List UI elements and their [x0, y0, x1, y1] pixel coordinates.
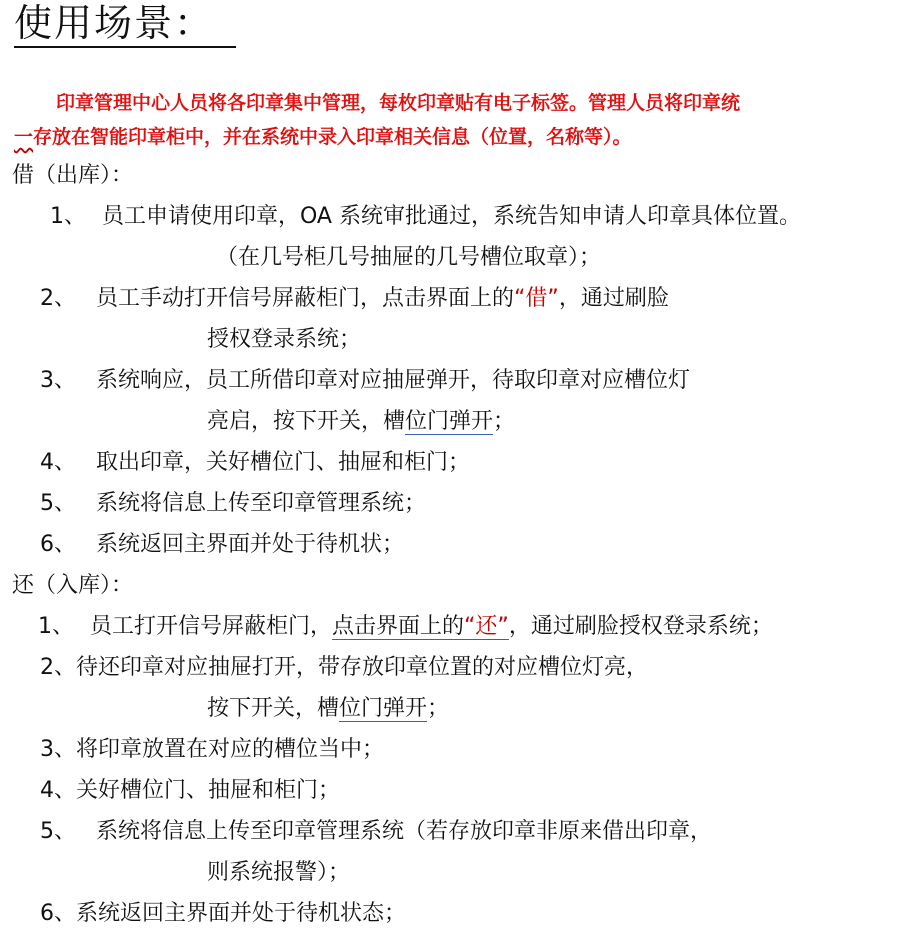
- underlined-text: 位门弹开: [339, 696, 428, 721]
- borrow-step-6: [40, 530, 404, 560]
- step-number: 3、: [40, 368, 76, 393]
- borrow-keyword: “借”: [514, 286, 559, 311]
- return-step-4: 4、关好槽位门、抽屉和柜门；: [40, 778, 340, 803]
- borrow-heading: 借（出库）：: [12, 163, 134, 188]
- step-number: 1、: [38, 614, 74, 639]
- step-text: 按下开关，槽: [207, 696, 340, 721]
- return-keyword: “还”: [464, 614, 509, 639]
- step-text: 系统响应，员工所借印章对应抽屉弹开，待取印章对应槽位灯: [96, 368, 691, 393]
- step-text: 系统将信息上传至印章管理系统（若存放印章非原来借出印章，: [96, 819, 713, 844]
- step-number: 6、: [40, 532, 76, 557]
- return-step-2-continued: [207, 694, 449, 724]
- step-number: 2、: [40, 286, 76, 311]
- step-number: 5、: [40, 491, 76, 516]
- step-text: 亮启，按下开关，槽: [207, 409, 406, 434]
- step-text: 员工申请使用印章，OA 系统审批通过，系统告知申请人印章具体位置。: [102, 204, 801, 229]
- borrow-step-4: [40, 448, 470, 478]
- step-number: 4、: [40, 450, 76, 475]
- step-number: 5、: [40, 819, 76, 844]
- borrow-step-5: [40, 489, 426, 519]
- intro-line-2: [14, 120, 884, 154]
- step-text-end: ，通过刷脸: [558, 286, 669, 311]
- step-number: 1、: [50, 204, 86, 229]
- step-text-end: ；: [427, 696, 450, 721]
- return-step-2: 2、待还印章对应抽屉打开，带存放印章位置的对应槽位灯亮，: [40, 655, 648, 680]
- return-step-6: 6、系统返回主界面并处于待机状态；: [40, 901, 406, 926]
- step-text: 取出印章，关好槽位门、抽屉和柜门；: [96, 450, 471, 475]
- return-step-5: [40, 817, 712, 847]
- page-title: 使用场景：: [14, 0, 236, 48]
- return-step-5-continued: 则系统报警）；: [207, 860, 351, 885]
- underlined-text: 点击界面上的: [332, 614, 465, 639]
- intro-line-2-rest: 存放在智能印章柜中，并在系统中录入印章相关信息（位置，名称等）。: [33, 126, 632, 148]
- borrow-step-3-continued: [207, 407, 515, 437]
- intro-first-char: 一: [14, 126, 34, 148]
- intro-paragraph: [14, 86, 884, 154]
- borrow-step-2: [40, 284, 669, 314]
- step-text: 员工手动打开信号屏蔽柜门，点击界面上的: [96, 286, 515, 311]
- step-text: 系统将信息上传至印章管理系统；: [96, 491, 427, 516]
- return-step-1: [38, 612, 773, 642]
- step-text-end: ；: [493, 409, 516, 434]
- intro-line-1: 印章管理中心人员将各印章集中管理，每枚印章贴有电子标签。管理人员将印章统: [56, 92, 741, 114]
- borrow-step-1-continued: （在几号柜几号抽屉的几号槽位取章）；: [216, 245, 602, 270]
- borrow-step-2-continued: 授权登录系统；: [207, 327, 362, 352]
- underlined-text: 位门弹开: [405, 409, 494, 434]
- step-text-end: ，通过刷脸授权登录系统；: [508, 614, 773, 639]
- step-text: 员工打开信号屏蔽柜门，: [90, 614, 333, 639]
- step-text: 系统返回主界面并处于待机状；: [96, 532, 405, 557]
- return-step-3: 3、将印章放置在对应的槽位当中；: [40, 737, 384, 762]
- borrow-step-3: [40, 366, 690, 396]
- borrow-step-1: [50, 202, 801, 232]
- return-heading: 还（入库）：: [12, 573, 134, 598]
